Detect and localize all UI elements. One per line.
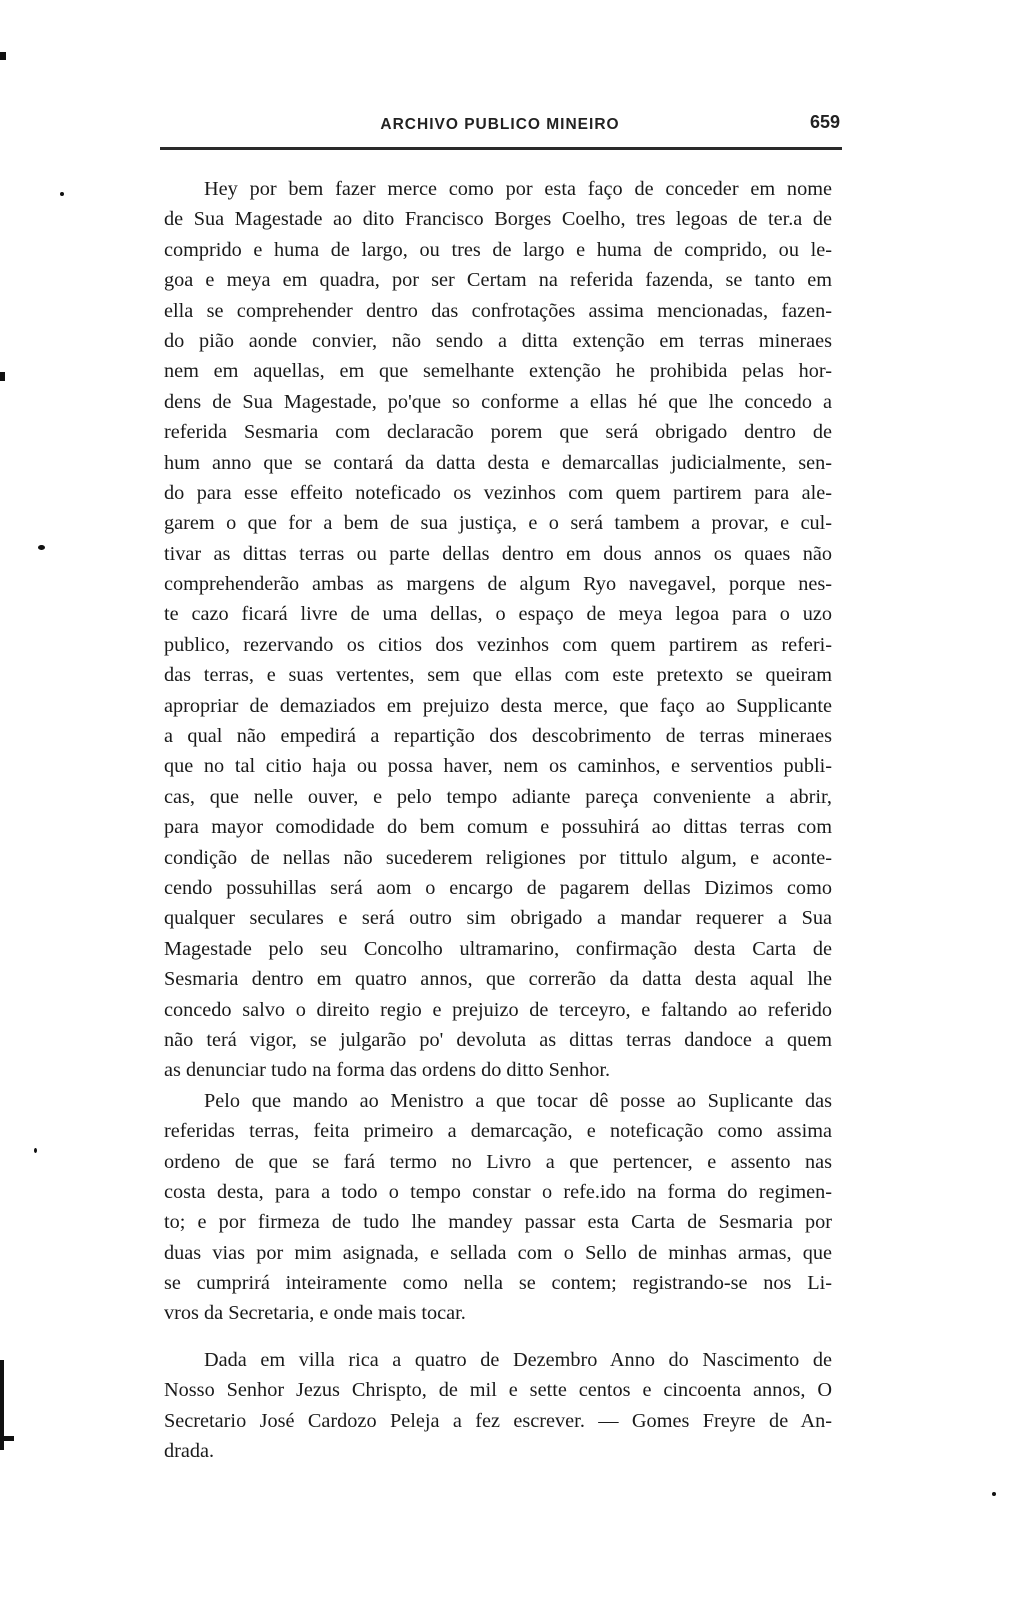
scan-mark [0,372,5,381]
text-line: te cazo ficará livre de uma dellas, o espaço de meya legoa para o uzo [164,603,832,626]
text-line: garem o que for a bem de sua justiça, e o será tambem a provar, e cul- [164,512,832,535]
text-line: condição de nellas não sucederem religiones por tittulo algum, e aconte- [164,846,832,869]
paragraph-gap [164,1329,832,1345]
text-line: concedo salvo o direito regio e prejuizo de terceyro, e faltando ao referido [164,998,832,1021]
text-line: publico, rezervando os citios dos vezinhos com quem partirem as referi- [164,633,832,656]
text-line: hum anno que se contará da datta desta e demarcallas judicialmente, sen- [164,451,832,474]
text-line: a qual não empedirá a repartição dos descobrimento de terras mineraes [164,725,832,748]
scan-speck [60,192,64,196]
text-line: de Sua Magestade ao dito Francisco Borges Coelho, tres legoas de ter.a de [164,208,832,231]
text-line: referida Sesmaria com declaracão porem que será obrigado dentro de [164,421,832,444]
text-line: do para esse effeito noteficado os vezinhos com quem partirem para ale- [164,481,832,504]
running-head [160,112,840,142]
text-line: para mayor comodidade do bem comum e possuhirá ao dittas terras com [164,816,832,839]
text-line: Dada em villa rica a quatro de Dezembro Anno do Nascimento de [204,1348,832,1371]
text-line: comprido e huma de largo, ou tres de largo e huma de comprido, ou le- [164,238,832,261]
page-number: 659 [809,112,840,132]
paragraph-dating [164,1345,832,1467]
text-line: drada. [164,1440,215,1463]
text-line: das terras, e suas vertentes, sem que ellas com este pretexto se queiram [164,664,832,687]
text-line: vros da Secretaria, e onde mais tocar. [164,1302,466,1325]
text-line: Secretario José Cardozo Peleja a fez escrever. — Gomes Freyre de An- [164,1409,832,1432]
text-line: cas, que nelle ouver, e pelo tempo adiante pareça conveniente a abrir, [164,785,832,808]
body-text [164,174,832,1466]
scan-mark [0,52,6,60]
text-line: não terá vigor, se julgarão po' devoluta as dittas terras dandoce a quem [164,1028,832,1051]
paragraph-order [164,1086,832,1329]
text-line: duas vias por mim asignada, e sellada com o Sello de minhas armas, que [164,1241,832,1264]
text-line: Pelo que mando ao Menistro a que tocar dê posse ao Suplicante das [204,1089,832,1112]
scan-mark [0,1436,14,1441]
text-line: tivar as dittas terras ou parte dellas dentro em dous annos os quaes não [164,542,832,565]
text-line: Hey por bem fazer merce como por esta faço de conceder em nome [204,178,832,200]
scan-speck [38,545,45,550]
text-line: se cumprirá inteiramente como nella se contem; registrando-se nos Li- [164,1272,832,1295]
text-line: to; e por firmeza de tudo lhe mandey passar esta Carta de Sesmaria por [164,1211,832,1234]
scan-speck [34,1148,37,1153]
text-line: referidas terras, feita primeiro a demarcação, e noteficação como assima [164,1120,832,1143]
header-rule [160,147,842,150]
paragraph-grant [164,174,832,1086]
text-line: cendo possuhillas será aom o encargo de pagarem dellas Dizimos como [164,876,832,899]
text-line: costa desta, para a todo o tempo constar o refe.ido na forma do regimen- [164,1180,832,1203]
text-line: que no tal citio haja ou possa haver, nem os caminhos, e serventios publi- [164,755,832,778]
text-line: as denunciar tudo na forma das ordens do ditto Senhor. [164,1059,611,1082]
running-title: ARCHIVO PUBLICO MINEIRO [380,116,620,133]
text-line: qualquer seculares e será outro sim obrigado a mandar requerer a Sua [164,907,832,930]
text-line: Nosso Senhor Jezus Chrispto, de mil e sette centos e cincoenta annos, O [164,1379,832,1402]
text-line: goa e meya em quadra, por ser Certam na referida fazenda, se tanto em [164,269,832,292]
scan-speck [992,1492,996,1496]
text-line: Sesmaria dentro em quatro annos, que correrão da datta desta aqual lhe [164,968,832,991]
text-line: Magestade pelo seu Concolho ultramarino, confirmação desta Carta de [164,937,832,960]
text-line: comprehenderão ambas as margens de algum Ryo navegavel, porque nes- [164,573,832,596]
text-line: ella se comprehender dentro das confrotações assima mencionadas, fazen- [164,299,832,322]
text-line: do pião aonde convier, não sendo a ditta extenção em terras mineraes [164,329,832,352]
text-line: apropriar de demaziados em prejuizo desta merce, que faço ao Supplicante [164,694,832,717]
text-line: nem em aquellas, em que semelhante extenção he prohibida pelas hor- [164,360,832,383]
text-line: ordeno de que se fará termo no Livro a que pertencer, e assento nas [164,1150,832,1173]
text-line: dens de Sua Magestade, po'que so conforme a ellas hé que lhe concedo a [164,390,832,413]
